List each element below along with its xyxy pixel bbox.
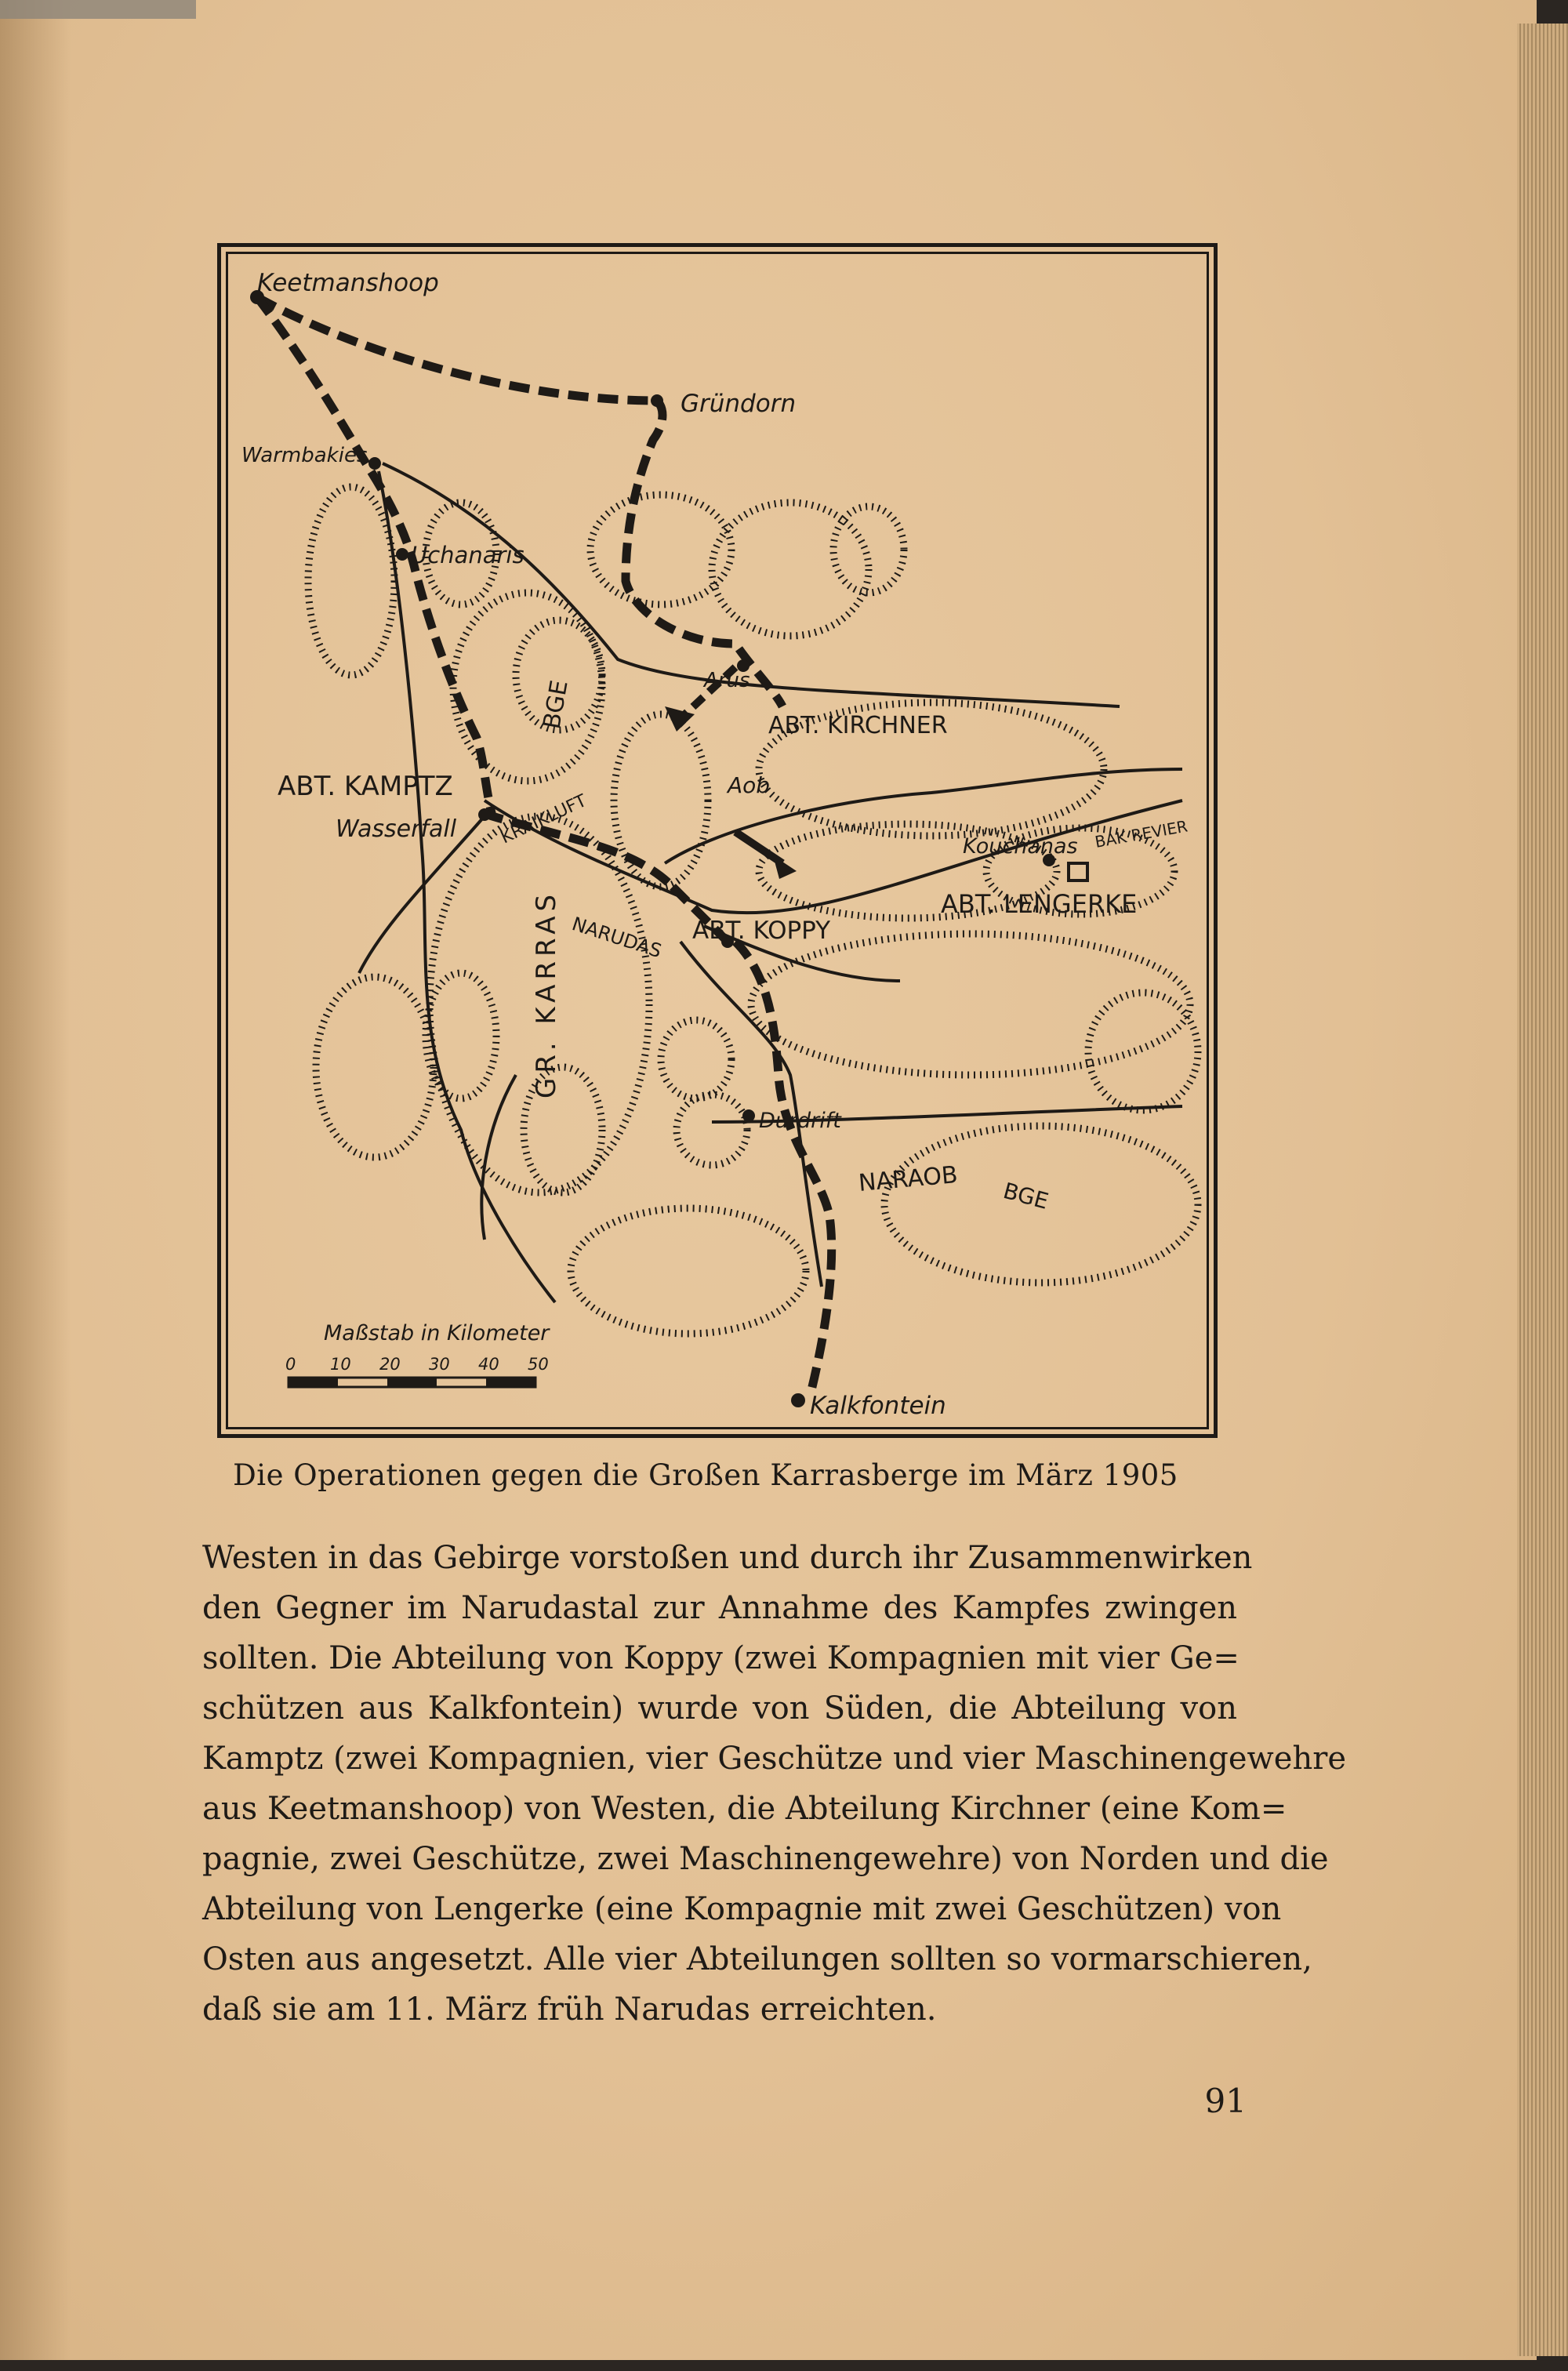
scale-segment [486,1378,535,1387]
scale-tick-0: 0 [285,1355,296,1374]
scale-bar [285,1321,550,1387]
label-gr-karras: GR. KARRAS [531,889,562,1098]
uchanaris-marker [396,548,408,561]
kalkfontein-marker [791,1393,805,1407]
text-line: sollten. Die Abteilung von Koppy (zwei Kompagnien mit vier Ge= [202,1640,1240,1676]
lengerke-station-marker [1069,863,1087,881]
text-line: Osten aus angesetzt. Alle vier Abteilungen sollten so vormarschieren, [202,1941,1312,1977]
text-line: Abteilung von Lengerke (eine Kompagnie mit zwei Geschützen) von [202,1891,1282,1927]
label-abt-kirchner: ABT. KIRCHNER [768,712,948,739]
place-markers [250,290,1055,1407]
scale-segment [289,1378,338,1387]
label-gruendorn: Gründorn [681,390,797,418]
gruendorn-marker [651,394,663,407]
scale-tick-50: 50 [528,1355,549,1374]
rivers [359,463,1182,1302]
scale-tick-40: 40 [478,1355,499,1374]
gutter-shadow [0,0,71,2360]
wasserfall-marker [478,808,491,821]
scale-tick-30: 30 [429,1355,450,1374]
text-line: aus Keetmanshoop) von Westen, die Abteilung Kirchner (eine Kom= [202,1791,1287,1827]
body-paragraph [202,1533,1347,2035]
spine-strip [0,0,196,19]
text-line: schützen aus Kalkfontein) wurde von Süden, die Abteilung von [202,1690,1237,1727]
scale-tick-20: 20 [379,1355,401,1374]
label-bge-karras: BGE [538,677,574,732]
label-arus: Arus [704,669,750,692]
label-kouchanas: Kouchanas [963,834,1078,859]
label-abt-lengerke: ABT. LENGERKE [941,889,1138,919]
page-edges [1517,24,1568,2356]
kamptz-arrowhead [773,855,797,879]
label-narudas: NARUDAS [569,913,665,963]
text-line: Westen in das Gebirge vorstoßen und durch ihr Zusammenwirken [202,1540,1253,1576]
label-abt-kamptz: ABT. KAMPTZ [278,771,453,802]
scale-segment [387,1378,437,1387]
label-abt-koppy: ABT. KOPPY [692,917,831,945]
scale-title: Maßstab in Kilometer [324,1321,550,1345]
map-caption: Die Operationen gegen die Großen Karrasberge im März 1905 [233,1458,1178,1492]
label-aob: Aob [728,772,771,798]
label-wasserfall: Wasserfall [336,815,457,843]
text-line: den Gegner im Narudastal zur Annahme des Kampfes zwingen [202,1590,1237,1626]
label-keetmanshoop: Keetmanshoop [257,269,439,297]
label-kalkfontein: Kalkfontein [810,1392,946,1420]
warmbakies-marker [368,457,381,470]
label-bak-revier: BAK REVIER [1093,816,1189,851]
text-line: pagnie, zwei Geschütze, zwei Maschinengewehre) von Norden und die [202,1841,1329,1877]
durdrift-marker [742,1109,755,1122]
text-line: daß sie am 11. März früh Narudas erreichten. [202,1992,937,2028]
page-number: 91 [1204,2082,1247,2120]
label-warmbakies: Warmbakies [241,444,368,467]
operations-map [226,252,1209,1429]
text-line: Kamptz (zwei Kompagnien, vier Geschütze und vier Maschinengewehre [202,1741,1347,1777]
label-uchanaris: Uchanaris [411,542,524,568]
label-kraikluft: KRAIKLUFT [497,791,590,848]
label-naraob-bge: BGE [1000,1177,1051,1215]
scale-tick-10: 10 [330,1355,351,1374]
label-naraob: NARAOB [857,1161,960,1197]
label-durdrift: Durdrift [759,1109,841,1133]
